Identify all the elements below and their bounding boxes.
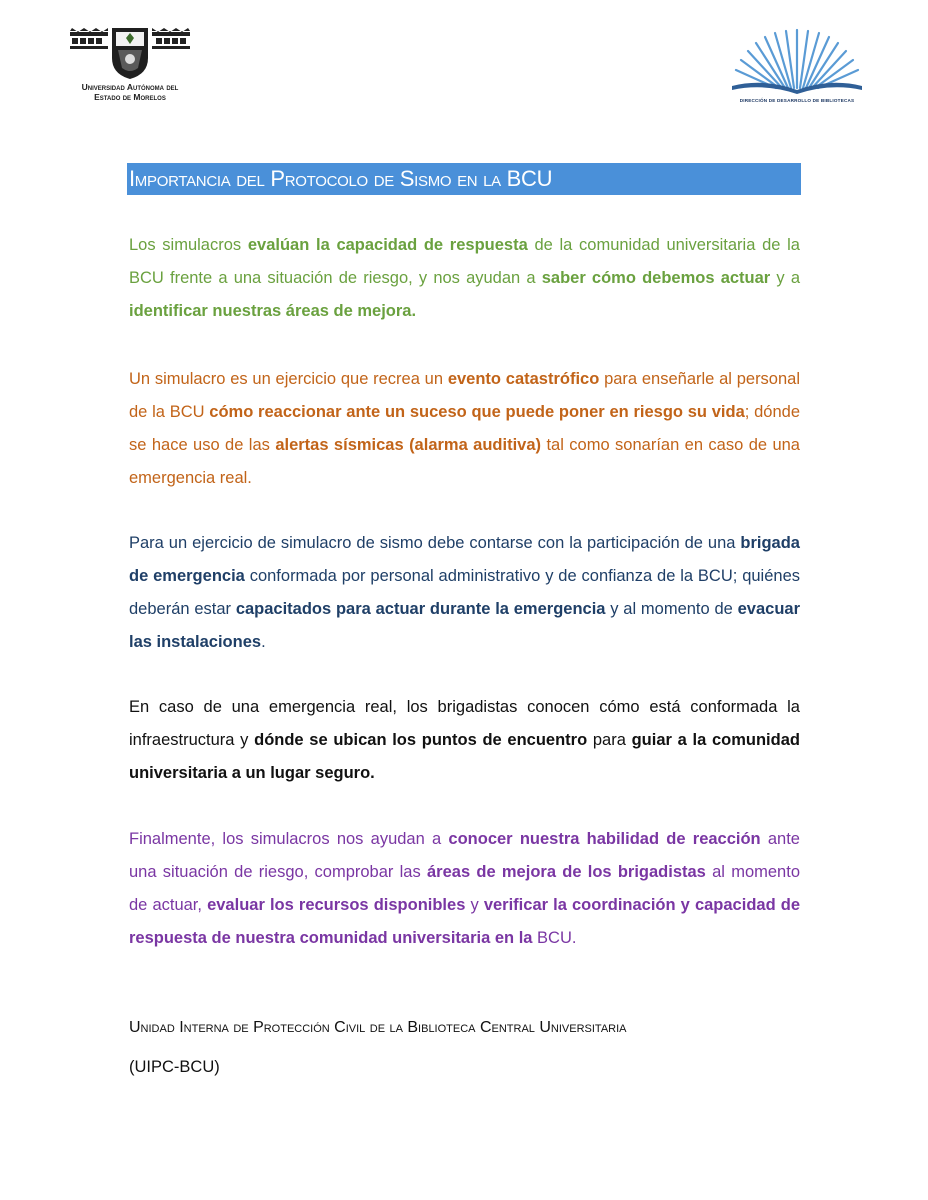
- page-title: Importancia del Protocolo de Sismo en la BCU: [127, 163, 801, 195]
- highlight-text: alertas sísmicas (alarma auditiva): [275, 436, 542, 454]
- university-name-line2: Estado de Morelos: [94, 92, 166, 102]
- highlight-text: dónde se ubican los puntos de encuentro: [254, 731, 588, 749]
- highlight-text: evalúan la capacidad de respuesta: [247, 236, 528, 254]
- directorate-name: DIRECCIÓN DE DESARROLLO DE BIBLIOTECAS: [739, 98, 855, 103]
- text-segment: y: [465, 896, 484, 914]
- paragraph-simulacros-purpose: [129, 229, 800, 328]
- text-segment: para: [587, 731, 632, 749]
- highlight-text: saber cómo debemos actuar: [541, 269, 771, 287]
- highlight-text: evaluar los recursos disponibles: [207, 896, 466, 914]
- paragraph-finalmente: [129, 823, 800, 955]
- paragraph-emergencia-real: [129, 691, 800, 790]
- paragraph-brigada: [129, 527, 800, 659]
- highlight-text: áreas de mejora de los brigadistas: [427, 863, 706, 881]
- text-segment: Para un ejercicio de simulacro de sismo debe contarse con la participación de una: [129, 534, 741, 552]
- text-segment: Finalmente, los simulacros nos ayudan a: [129, 830, 449, 848]
- text-segment: En caso de una emergencia real, los brigadistas conocen cómo está conformada la infraestructura y: [129, 698, 800, 749]
- university-name-line1: Universidad Autónoma del: [81, 82, 179, 92]
- text-segment: para enseñarle al personal de la BCU: [129, 370, 801, 421]
- university-shield-icon: [68, 24, 192, 80]
- highlight-text: conocer nuestra habilidad de reacción: [448, 830, 761, 848]
- text-segment: ante una situación de riesgo, comprobar las: [129, 830, 800, 881]
- highlight-text: evacuar las instalaciones: [129, 600, 801, 651]
- text-segment: conformada por personal administrativo y de confianza de la BCU; quiénes deberán estar: [129, 567, 801, 618]
- text-segment: ; dónde se hace uso de las: [129, 403, 800, 454]
- highlight-text: cómo reaccionar ante un suceso que puede poner en riesgo su vida: [209, 403, 745, 421]
- text-segment: .: [261, 633, 266, 651]
- text-segment: y al momento de: [605, 600, 738, 618]
- university-name: [68, 82, 192, 102]
- highlight-text: verificar la coordinación y capacidad de respuesta de nuestra comunidad universitaria en la: [129, 896, 801, 947]
- university-logo: [68, 24, 192, 102]
- highlight-text: brigada de emergencia: [129, 534, 800, 585]
- footer-abbreviation: (UIPC-BCU): [129, 1058, 220, 1076]
- text-segment: Los simulacros: [129, 236, 248, 254]
- text-segment: al momento de actuar,: [129, 863, 800, 914]
- paragraph-simulacro-definition: [129, 363, 800, 495]
- text-segment: tal como sonarían en caso de una emergencia real.: [129, 436, 800, 487]
- text-segment: BCU.: [532, 929, 577, 947]
- text-segment: de la comunidad universitaria de la BCU frente a una situación de riesgo, y nos ayudan a: [129, 236, 800, 287]
- open-book-rays-icon: [728, 26, 866, 98]
- text-segment: y a: [770, 269, 800, 287]
- highlight-text: guiar a la comunidad universitaria a un lugar seguro.: [129, 731, 800, 782]
- highlight-text: identificar nuestras áreas de mejora.: [129, 302, 417, 320]
- directorate-logo: [728, 26, 866, 103]
- footer-unit-name: Unidad Interna de Protección Civil de la Biblioteca Central Universitaria: [129, 1019, 627, 1036]
- highlight-text: capacitados para actuar durante la emergencia: [235, 600, 606, 618]
- highlight-text: evento catastrófico: [447, 370, 600, 388]
- text-segment: Un simulacro es un ejercicio que recrea un: [129, 370, 448, 388]
